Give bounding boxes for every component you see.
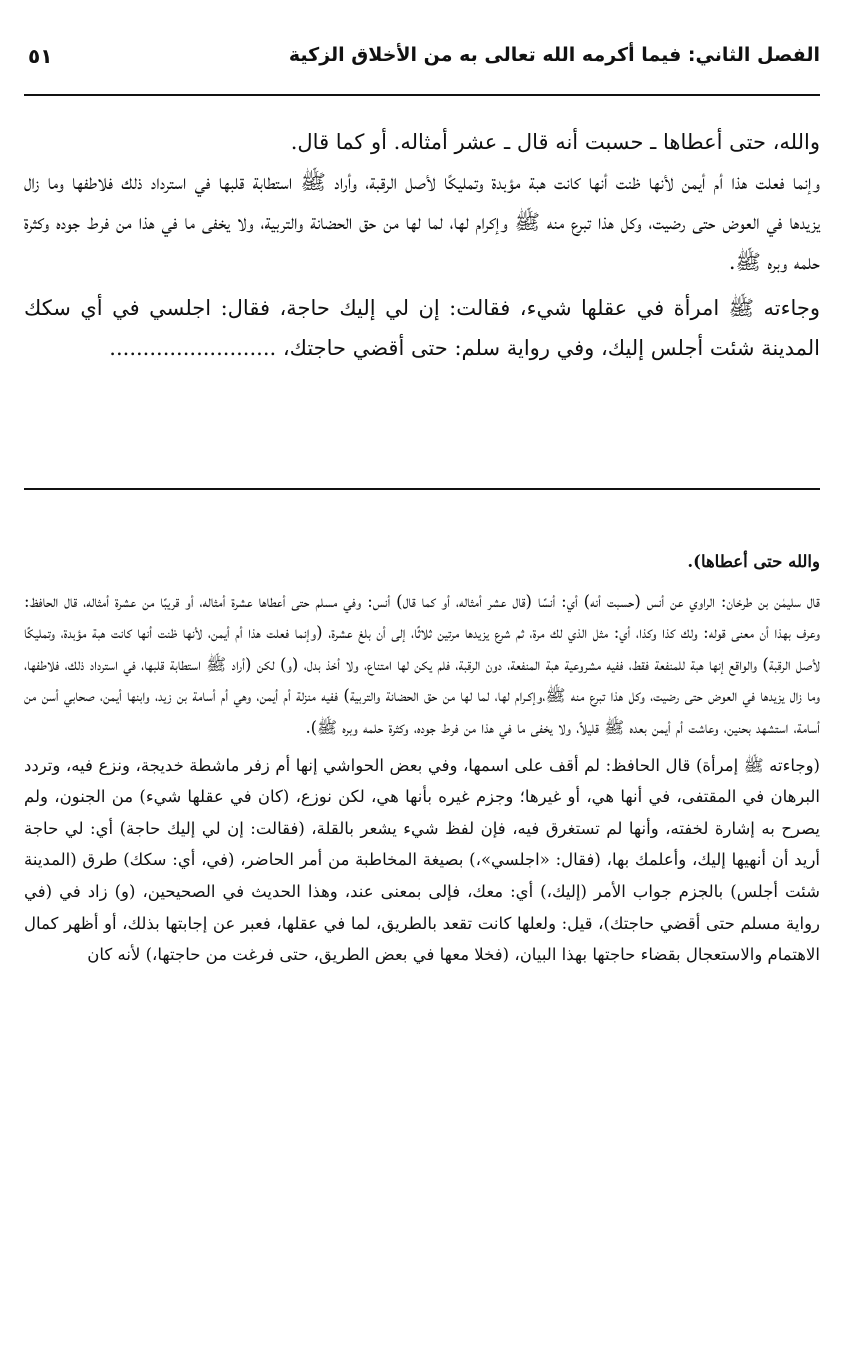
matn-text-block: [24, 122, 820, 368]
sharh-lead-line: والله حتى أعطاها).: [687, 552, 820, 571]
sharh-paragraph: قال سليمٰن بن طرخان: الراوي عن أنس (حسبت أنه) أي: أنسًا (قال عشر أمثاله، أو كما قال) أنس: وفي مسلم حتى أعطاها عشرة أمثاله، أو قريبًا من عشرة أمثاله، قال الحافظ: وعرف بهذا أن معنى قوله: ولك كذا وكذا، أي: مثل الذي لك مرة، ثم شرع يزيدها مرتين ثلاثًا، إلى أن بلغ عشرة، (وإنما فعلت هذا أم أيمن، لأنها ظنت أنها كانت هبة مؤبدة، وتمليكًا لأصل الرقبة) والواقع إنها هبة للمنفعة فقط، ففيه مشروعية هبة المنفعة، دون الرقبة، فلم يكن لها امتناع، ولا أخذ بدل، (و) لكن (أراد ﷺ استطابة قلبها، في استرداد ذلك، فلاطفها، وما زال يزيدها في العوض حتى رضيت، وكل هذا تبرع منه ﷺ،وإكـرام لها، لما لها من حق الحضانة والتربية) ففيه منزلة أم أيمن، وهي أم أسامة بن زيد، وابنها أيمن، صحابي أسن من أسامة، استشهد بحنين، وعاشت أم أيمن بعده ﷺ قليلاً، ولا يخفى ما في هذا من فرط جوده، وكثرة حلمه وبره ﷺ).: [24, 591, 820, 737]
running-title: الفصل الثاني: فيما أكرمه الله تعالى به من الأخلاق الزكية: [288, 44, 820, 66]
sharh-paragraph: (وجاءته ﷺ إمرأة) قال الحافظ: لم أقف على اسمها، وفي بعض الحواشي إنها أم زفر ماشطة خديجة، ونزع فيه، وتردد البرهان في المقتفى، في أنها هي، أو غيرها؛ وجزم غيره بأنها هي، لكن نوزع، (كان في عقلها شيء) من الجنون، ولم يصرح به إشارة لخفته، وأنها لم تستغرق فيه، فإن لفظ شيء يشعر بالقلة، (فقالت: إن لي إليك حاجة) أي: لي حاجة أريد أن أنهيها إليك، وأعلمك بها، (فقال: «اجلسي»،) بصيغة المخاطبة من أمر الحاضر، (في، أي: سكك) طرق (المدينة شئت أجلس) بالجزم جواب الأمر (إليك،) أي: معك، فإلى بمعنى عند، وهذا الحديث في الصحيحين، (و) زاد في (في رواية مسلم حتى أقضي حاجتك)، قيل: ولعلها كانت تقعد بالطريق، لما في عقلها، فعبر عن إجابتها بذلك، أو أظهر كمال الاهتمام والاستعجال بقضاء حاجتها بهذا البيان، (فخلا معها في بعض الطريق، حتى فرغت من حاجتها،) لأنه كان: [24, 755, 820, 965]
header-rule: [24, 94, 820, 96]
page-number: ٥١: [28, 44, 53, 68]
book-page: [24, 30, 820, 965]
page-header: [24, 30, 820, 78]
matn-paragraph: والله، حتى أعطاها ـ حسبت أنه قال ـ عشر أمثاله. أو كما قال.: [290, 130, 820, 154]
matn-paragraph: وجاءته ﷺ امرأة في عقلها شيء، فقالت: إن لي إليك حاجة، فقال: اجلسي في أي سكك المدينة شئت أجلس إليك، وفي رواية سلم: حتى أقضي حاجتك، .........................: [24, 296, 820, 360]
sharh-commentary-block: [24, 546, 820, 971]
matn-paragraph: وإنما فعلت هذا أم أيمن لأنها ظنت أنها كانت هبة مؤبدة وتمليكًا لأصل الرقبة، وأراد ﷺ استطابة قلبها في استرداد ذلك فلاطفها وما زال يزيدها في العوض حتى رضيت، وكل هذا تبرع منه ﷺ وإكرام لها، لما لها من حق الحضانة والتربية، ولا يخفى ما في هذا من فرط جوده وكثرة حلمه وبره ﷺ.: [24, 170, 820, 274]
section-divider-rule: [24, 488, 820, 490]
